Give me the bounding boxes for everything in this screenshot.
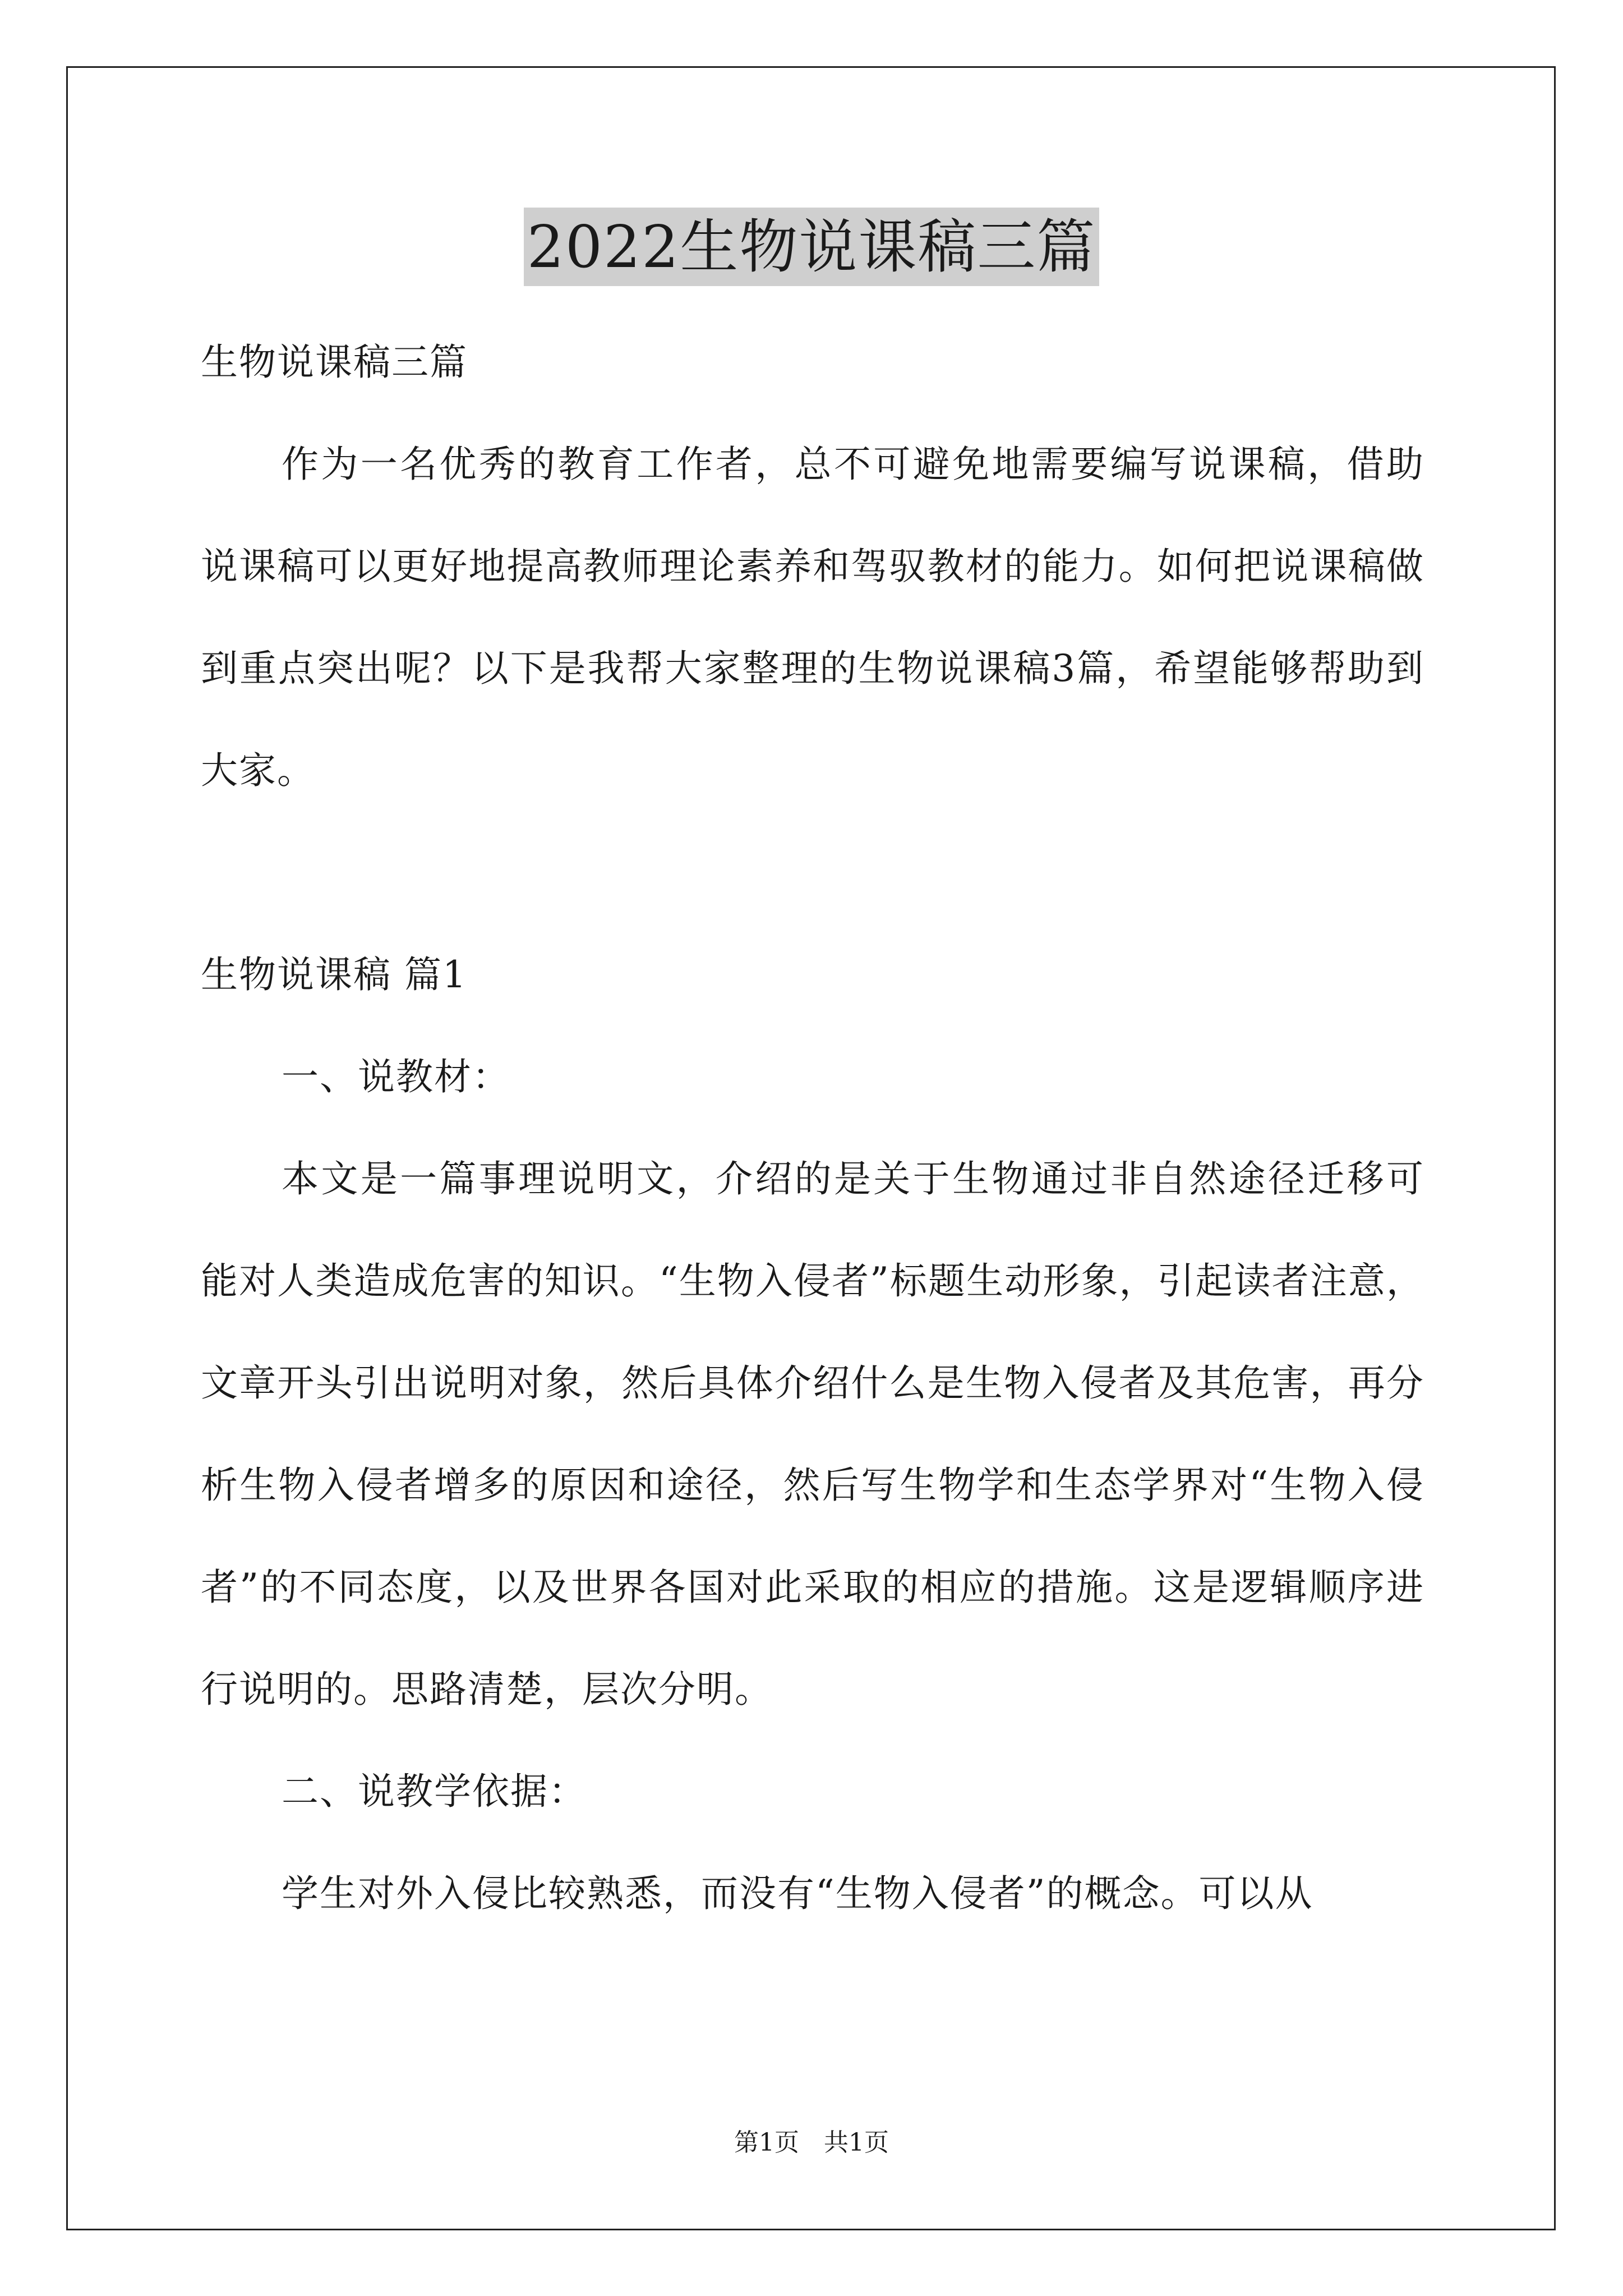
part-heading-teaching-basis: 二、说教学依据： [282, 1770, 587, 1813]
document-body [201, 311, 1424, 1945]
document-title: 2022生物说课稿三篇 [524, 208, 1100, 286]
section-heading: 生物说课稿 篇1 [201, 953, 467, 996]
teaching-material-paragraph: 本文是一篇事理说明文，介绍的是关于生物通过非自然途径迁移可能对人类造成危害的知识。“生物入侵者”标题生动形象，引起读者注意，文章开头引出说明对象，然后具体介绍什么是生物入侵者及其危害，再分析生物入侵者增多的原因和途径，然后写生物学和生态学界对“生物入侵者”的不同态度，以及世界各国对此采取的相应的措施。这是逻辑顺序进行说明的。思路清楚，层次分明。 [201, 1157, 1424, 1711]
intro-paragraph: 作为一名优秀的教育工作者，总不可避免地需要编写说课稿，借助说课稿可以更好地提高教师理论素养和驾驭教材的能力。如何把说课稿做到重点突出呢？以下是我帮大家整理的生物说课稿3篇，希望能够帮助到大家。 [201, 443, 1424, 792]
part-heading-teaching-material: 一、说教材： [282, 1055, 510, 1098]
teaching-basis-paragraph: 学生对外入侵比较熟悉，而没有“生物入侵者”的概念。可以从 [282, 1872, 1313, 1915]
title-container [0, 208, 1623, 286]
page-footer [0, 2126, 1623, 2160]
page-number: 第1页 共1页 [734, 2128, 889, 2157]
document-subtitle: 生物说课稿三篇 [201, 341, 468, 384]
